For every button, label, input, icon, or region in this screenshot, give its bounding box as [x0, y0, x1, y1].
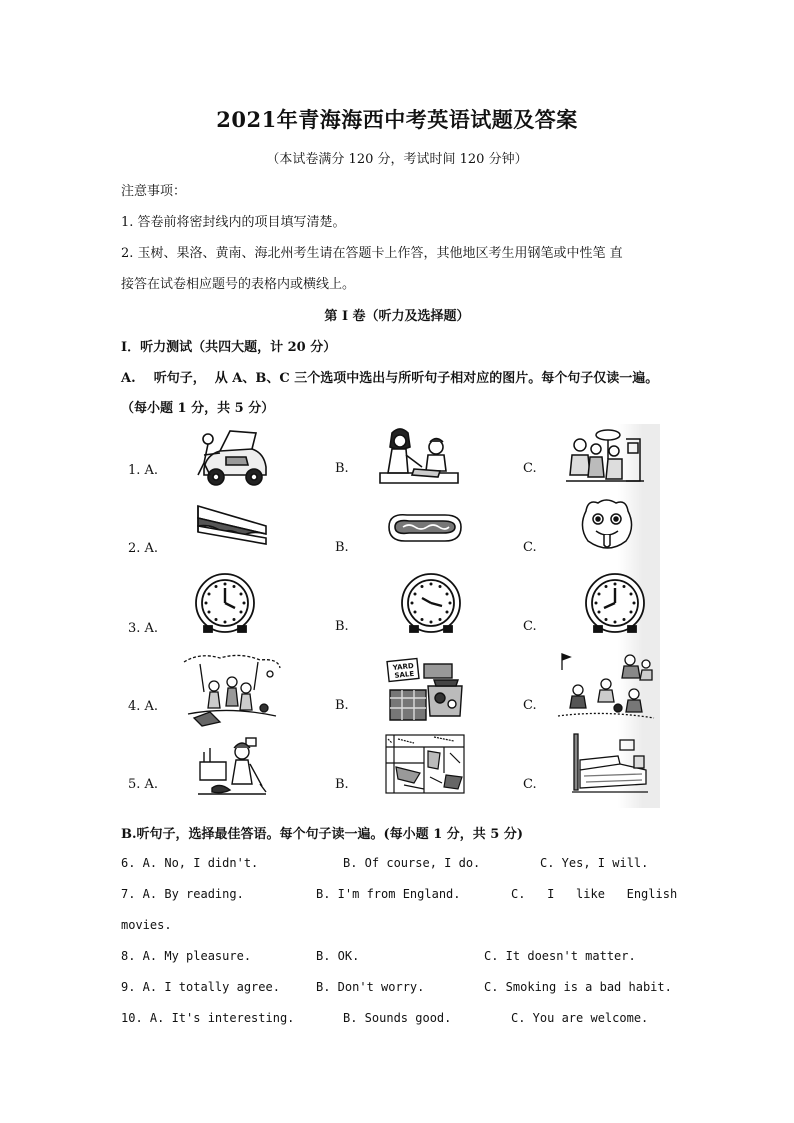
- row-4-b-label: B.: [335, 698, 349, 713]
- q8-option-c: C. It doesn't matter.: [484, 949, 636, 963]
- car-repair-picture: [190, 425, 272, 489]
- picnic-picture: [180, 652, 282, 728]
- row-3-c-label: C.: [523, 619, 537, 634]
- part-b-instruction: B.听句子，选择最佳答语。每个句子读一遍。(每小题 1 分，共 5 分): [121, 827, 524, 842]
- q7-option-c-continued: movies.: [121, 918, 172, 932]
- part-one-title: 第 I 卷（听力及选择题）: [324, 309, 470, 324]
- row-5-c-label: C.: [523, 777, 537, 792]
- teacher-student-picture: [378, 425, 460, 491]
- listening-title: I．听力测试（共四大题，计 20 分）: [121, 340, 337, 355]
- page-title: 2021年青海海西中考英语试题及答案: [216, 107, 578, 132]
- row-5-label: 5. A.: [128, 777, 159, 792]
- q9-option-c: C. Smoking is a bad habit.: [484, 980, 672, 994]
- row-2-c-label: C.: [523, 540, 537, 555]
- exam-subtitle: （本试卷满分 120 分，考试时间 120 分钟）: [266, 152, 528, 167]
- q10-option-a: 10. A. It's interesting.: [121, 1011, 295, 1025]
- kids-playing-picture: [554, 650, 658, 720]
- hot-dog-picture: [385, 507, 465, 547]
- q10-option-c: C. You are welcome.: [511, 1011, 649, 1025]
- part-a-instruction: A. 听句子， 从 A、B、C 三个选项中选出与所听句子相对应的图片。每个句子仅读一遍。: [121, 371, 659, 386]
- q6-option-b: B. Of course, I do.: [343, 856, 481, 870]
- row-3-b-label: B.: [335, 619, 349, 634]
- q7-option-a: 7. A. By reading.: [121, 887, 244, 901]
- note-item-2-line2: 接答在试卷相应题号的表格内或横线上。: [121, 277, 356, 292]
- q8-option-a: 8. A. My pleasure.: [121, 949, 252, 963]
- row-2-b-label: B.: [335, 540, 349, 555]
- q10-option-b: B. Sounds good.: [343, 1011, 452, 1025]
- row-3-label: 3. A.: [128, 621, 159, 636]
- alarm-clock-picture: [192, 570, 258, 636]
- q7-option-c: C. I like English: [511, 887, 678, 901]
- sandwich-picture: [192, 500, 272, 548]
- yard-sale-picture: [384, 656, 466, 724]
- note-item-2-line1: 2. 玉树、果洛、黄南、海北州考生请在答题卡上作答，其他地区考生用钢笔或中性笔 直: [121, 246, 623, 261]
- row-1-c-label: C.: [523, 461, 537, 476]
- q9-option-a: 9. A. I totally agree.: [121, 980, 280, 994]
- messy-room-picture: [384, 733, 466, 795]
- notes-heading: 注意事项：: [121, 184, 187, 199]
- q7-option-b: B. I'm from England.: [316, 887, 461, 901]
- yard-sale-sign-line1: YARD: [392, 661, 415, 673]
- row-4-label: 4. A.: [128, 699, 159, 714]
- row-2-label: 2. A.: [128, 541, 159, 556]
- barbecue-family-picture: [562, 425, 648, 487]
- row-1-label: 1. A.: [128, 463, 159, 478]
- bedroom-picture: [570, 730, 650, 796]
- q9-option-b: B. Don't worry.: [316, 980, 425, 994]
- row-1-b-label: B.: [335, 461, 349, 476]
- alarm-clock-picture: [582, 570, 648, 636]
- row-5-b-label: B.: [335, 777, 349, 792]
- girl-sweeping-picture: [196, 734, 268, 798]
- q8-option-b: B. OK.: [316, 949, 360, 963]
- q6-option-a: 6. A. No, I didn't.: [121, 856, 259, 870]
- cartoon-face-picture: [578, 497, 636, 553]
- note-item-1: 1. 答卷前将密封线内的项目填写清楚。: [121, 215, 346, 230]
- alarm-clock-picture: [398, 570, 464, 636]
- part-a-score-note: （每小题 1 分，共 5 分）: [121, 401, 275, 416]
- yard-sale-sign-line2: SALE: [394, 669, 415, 680]
- row-4-c-label: C.: [523, 698, 537, 713]
- q6-option-c: C. Yes, I will.: [540, 856, 649, 870]
